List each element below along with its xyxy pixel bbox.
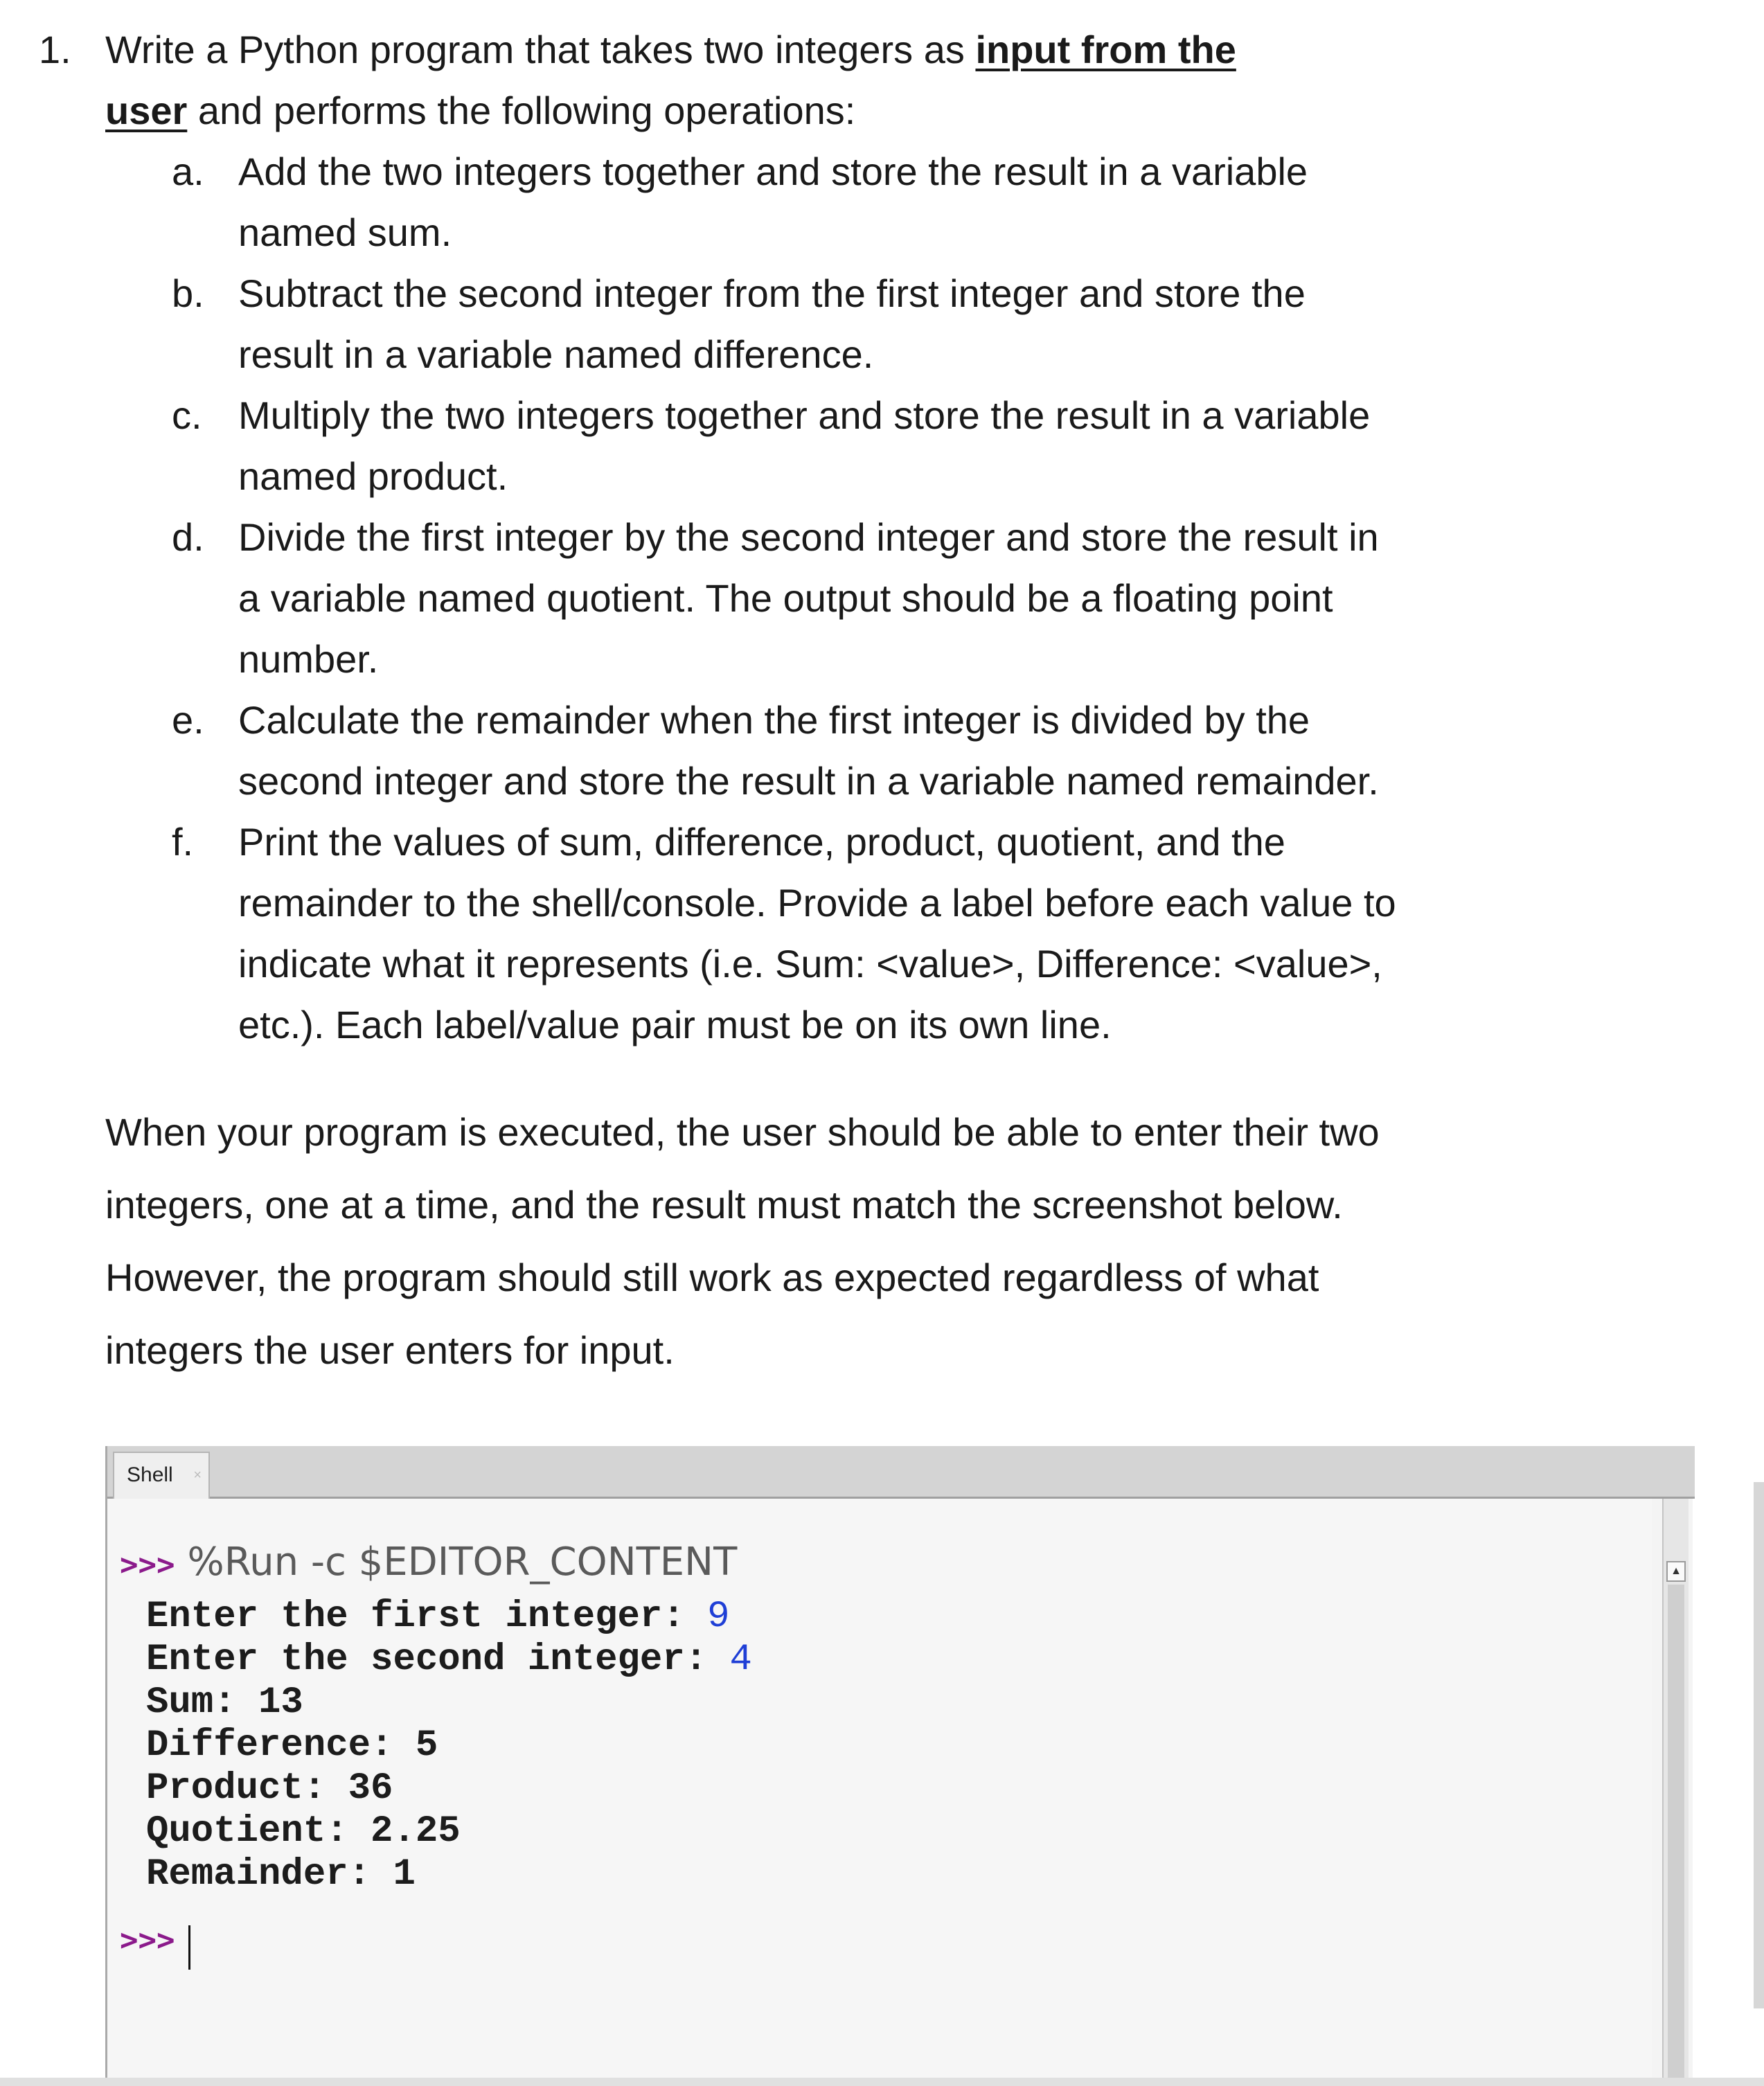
emphasis-user: user xyxy=(105,89,188,132)
command-line xyxy=(120,1535,737,1599)
paragraph-line: integers the user enters for input. xyxy=(105,1328,675,1372)
page-edge-divider xyxy=(1754,1482,1764,2008)
user-input-value: 9 xyxy=(707,1596,730,1638)
list-letter: d. xyxy=(172,515,204,559)
list-text xyxy=(238,507,1499,690)
list-text xyxy=(238,690,1499,812)
scroll-thumb[interactable] xyxy=(1668,1585,1684,2083)
vertical-scrollbar[interactable] xyxy=(1662,1499,1689,2086)
list-letter: c. xyxy=(172,393,202,437)
tab-label: Shell xyxy=(127,1463,173,1486)
output-line: Product: 36 xyxy=(146,1767,393,1810)
paragraph-line: However, the program should still work as expected regardless of what xyxy=(105,1256,1319,1299)
emphasis-input-from-the: input from the xyxy=(975,28,1236,71)
output-line: Quotient: 2.25 xyxy=(146,1810,461,1853)
question-text: Write a Python program that takes two integers as xyxy=(105,28,976,71)
output-line: Remainder: 1 xyxy=(146,1853,416,1896)
paragraph-line: When your program is executed, the user should be able to enter their two xyxy=(105,1110,1380,1154)
user-input-value: 4 xyxy=(729,1639,752,1681)
question-line-2 xyxy=(105,80,855,141)
input-prompt: Enter the second integer: xyxy=(146,1639,730,1681)
list-line: Print the values of sum, difference, product, quotient, and the xyxy=(238,820,1285,864)
list-line: Add the two integers together and store the result in a variable xyxy=(238,150,1308,193)
active-prompt-line[interactable] xyxy=(120,1913,190,1974)
input-line-1 xyxy=(146,1596,730,1639)
input-prompt: Enter the first integer: xyxy=(146,1596,708,1638)
list-line: remainder to the shell/console. Provide a label before each value to xyxy=(238,881,1396,925)
list-text xyxy=(238,812,1499,1055)
paragraph-line: integers, one at a time, and the result must match the screenshot below. xyxy=(105,1183,1343,1227)
list-line: etc.). Each label/value pair must be on its own line. xyxy=(238,1003,1112,1046)
shell-tab-bar xyxy=(107,1446,1695,1499)
instructions-paragraph xyxy=(105,1096,1490,1387)
list-line: second integer and store the result in a variable named remainder. xyxy=(238,759,1379,803)
list-letter: b. xyxy=(172,271,204,315)
list-text xyxy=(238,385,1499,507)
close-icon[interactable]: × xyxy=(193,1468,202,1483)
shell-panel xyxy=(105,1446,1693,2086)
list-line: Subtract the second integer from the first integer and store the xyxy=(238,271,1306,315)
list-line: a variable named quotient. The output should be a floating point xyxy=(238,576,1333,620)
question-number: 1. xyxy=(39,28,71,71)
list-line: named product. xyxy=(238,454,508,498)
list-letter: a. xyxy=(172,150,204,193)
tab-shell[interactable] xyxy=(113,1452,210,1499)
bottom-edge xyxy=(0,2078,1764,2086)
run-command: %Run -c $EDITOR_CONTENT xyxy=(187,1540,738,1585)
list-line: Divide the first integer by the second integer and store the result in xyxy=(238,515,1379,559)
shell-console[interactable] xyxy=(107,1499,1652,2086)
list-line: indicate what it represents (i.e. Sum: <value>, Difference: <value>, xyxy=(238,942,1382,986)
list-line: Multiply the two integers together and store the result in a variable xyxy=(238,393,1371,437)
input-line-2 xyxy=(146,1639,752,1682)
list-letter: e. xyxy=(172,698,204,742)
output-line: Sum: 13 xyxy=(146,1682,303,1724)
question-text-cont: and performs the following operations: xyxy=(187,89,856,132)
question-line-1 xyxy=(105,19,1236,80)
output-line: Difference: 5 xyxy=(146,1724,438,1767)
prompt-symbol: >>> xyxy=(120,1923,175,1958)
list-letter: f. xyxy=(172,820,194,864)
list-text xyxy=(238,263,1499,385)
list-line: Calculate the remainder when the first integer is divided by the xyxy=(238,698,1310,742)
list-line: named sum. xyxy=(238,211,452,254)
list-line: result in a variable named difference. xyxy=(238,332,874,376)
scroll-up-icon[interactable]: ▲ xyxy=(1666,1561,1686,1582)
list-line: number. xyxy=(238,637,379,681)
prompt-symbol: >>> xyxy=(120,1547,175,1583)
list-text xyxy=(238,141,1499,263)
text-cursor xyxy=(188,1925,190,1970)
